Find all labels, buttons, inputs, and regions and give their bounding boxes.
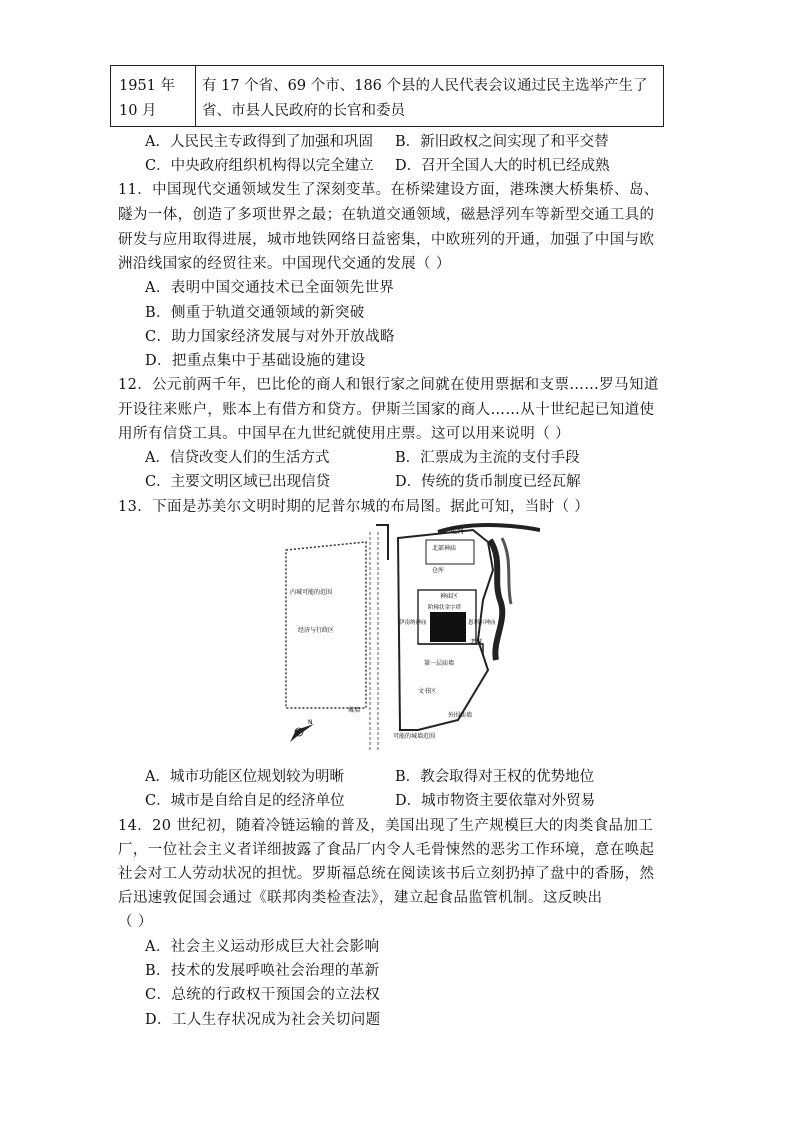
q14-option-a: A．社会主义运动形成巨大社会影响 [145,939,380,955]
map-label-old-city: 老城 [470,639,483,646]
map-label-first-temple-wall: 第一层庙墙 [424,660,455,667]
q10-table-content-line1: 有 17 个省、69 个市、186 个县的人民代表会议通过民主选举产生了 [202,78,648,94]
q14-stem-line1: 14．20 世纪初，随着冷链运输的普及，美国出现了生产规模巨大的肉类食品加工 [118,818,654,834]
q10-option-a: A．人民民主专政得到了加强和巩固 [145,134,373,150]
q12-stem-line1: 12．公元前两千年，巴比伦的商人和银行家之间就在使用票据和支票……罗马知道 [118,377,659,393]
q14-stem-line4: 后迅速敦促国会通过《联邦肉类检查法》，建立起食品监管机制。这反映出 [118,890,603,906]
q13-stem: 13．下面是苏美尔文明时期的尼普尔城的布局图。据此可知，当时（ ） [118,499,590,515]
q14-option-d: D．工人生存状况成为社会关切问题 [145,1012,381,1028]
q13-option-d: D．城市物资主要依靠对外贸易 [395,793,596,809]
q10-table-date-line1: 1951 年 [119,78,176,94]
map-label-canal: 运河 [450,527,464,535]
q12-stem-line3: 用所有信贷工具。中国早在九世纪就使用庄票。这可以用来说明（ ） [118,426,571,442]
map-label-inanna-temple: 伊南纳神庙 [399,620,427,626]
q14-stem-line3: 社会对工人劳动状况的担忧。罗斯福总统在阅读该书后立刻扔掉了盘中的香肠，然 [118,866,655,882]
q11-option-c: C．助力国家经济发展与对外开放战略 [145,329,395,345]
q13-option-a: A．城市功能区位规划较为明晰 [145,769,344,785]
q12-stem-line2: 开设往来账户，账本上有借方和贷方。伊斯兰国家的商人……从十世纪起已知道使 [118,402,655,418]
q11-stem-line4: 洲沿线国家的经贸往来。中国现代交通的发展（ ） [118,256,451,272]
q12-option-a: A．信贷改变人们的生活方式 [145,450,330,466]
q14-stem-line5: （ ） [118,914,153,930]
map-label-outer-wall: 外围庙墙 [448,712,473,719]
q11-stem-line2: 隧为一体，创造了多项世界之最；在轨道交通领域，磁悬浮列车等新型交通工具的 [118,207,655,223]
map-label-north: N [308,719,313,726]
map-label-enlil-temple: 恩利尔神庙 [468,620,496,626]
q13-option-b: B．教会取得对王权的优势地位 [395,769,595,785]
map-label-possible-wall: 可能的城墙范围 [393,733,436,740]
q10-table-content-line2: 省、市县人民政府的长官和委员 [202,103,405,119]
map-label-ziggurat: 阶梯状金字塔 [428,605,462,611]
q14-option-c: C．总统的行政权干预国会的立法权 [145,987,380,1003]
q10-table-date-line2: 10 月 [119,103,157,119]
nippur-city-map [278,520,540,750]
map-label-economic-district: 经济与行政区 [298,627,335,634]
q10-option-d: D．召开全国人大的时机已经成熟 [395,158,610,174]
map-label-temple-district: 神庙区 [440,593,459,600]
q11-option-d: D．把重点集中于基础设施的建设 [145,353,366,369]
q11-stem-line1: 11．中国现代交通领域发生了深刻变革。在桥梁建设方面，港珠澳大桥集桥、岛、 [118,182,659,198]
q11-option-a: A．表明中国交通技术已全面领先世界 [145,280,395,296]
q10-table [110,65,664,127]
q10-option-b: B．新旧政权之间实现了和平交替 [395,134,609,150]
q12-option-b: B．汇票成为主流的支付手段 [395,450,580,466]
q11-option-b: B．侧重于轨道交通领域的新突破 [145,305,365,321]
map-label-warehouse: 仓库 [432,567,445,574]
map-label-inner-city: 内城可能的范围 [290,589,333,596]
q12-option-c: C．主要文明区域已出现信贷 [145,474,331,490]
q12-option-d: D．传统的货币制度已经瓦解 [395,474,581,490]
q14-option-b: B．技术的发展呼唤社会治理的革新 [145,963,380,979]
q11-stem-line3: 研发与应用取得进展，城市地铁网络日益密集，中欧班列的开通，加强了中国与欧 [118,232,655,248]
map-label-city-wall: 城墙 [348,707,361,714]
q10-option-c: C．中央政府组织机构得以完全建立 [145,158,374,174]
q13-option-c: C．城市是自给自足的经济单位 [145,793,345,809]
map-label-north-temple: 北部神庙 [432,545,457,552]
q14-stem-line2: 厂，一位社会主义者详细披露了食品厂内令人毛骨悚然的恶劣工作环境，意在唤起 [118,842,655,858]
map-label-scribe-district: 文书区 [418,688,437,695]
